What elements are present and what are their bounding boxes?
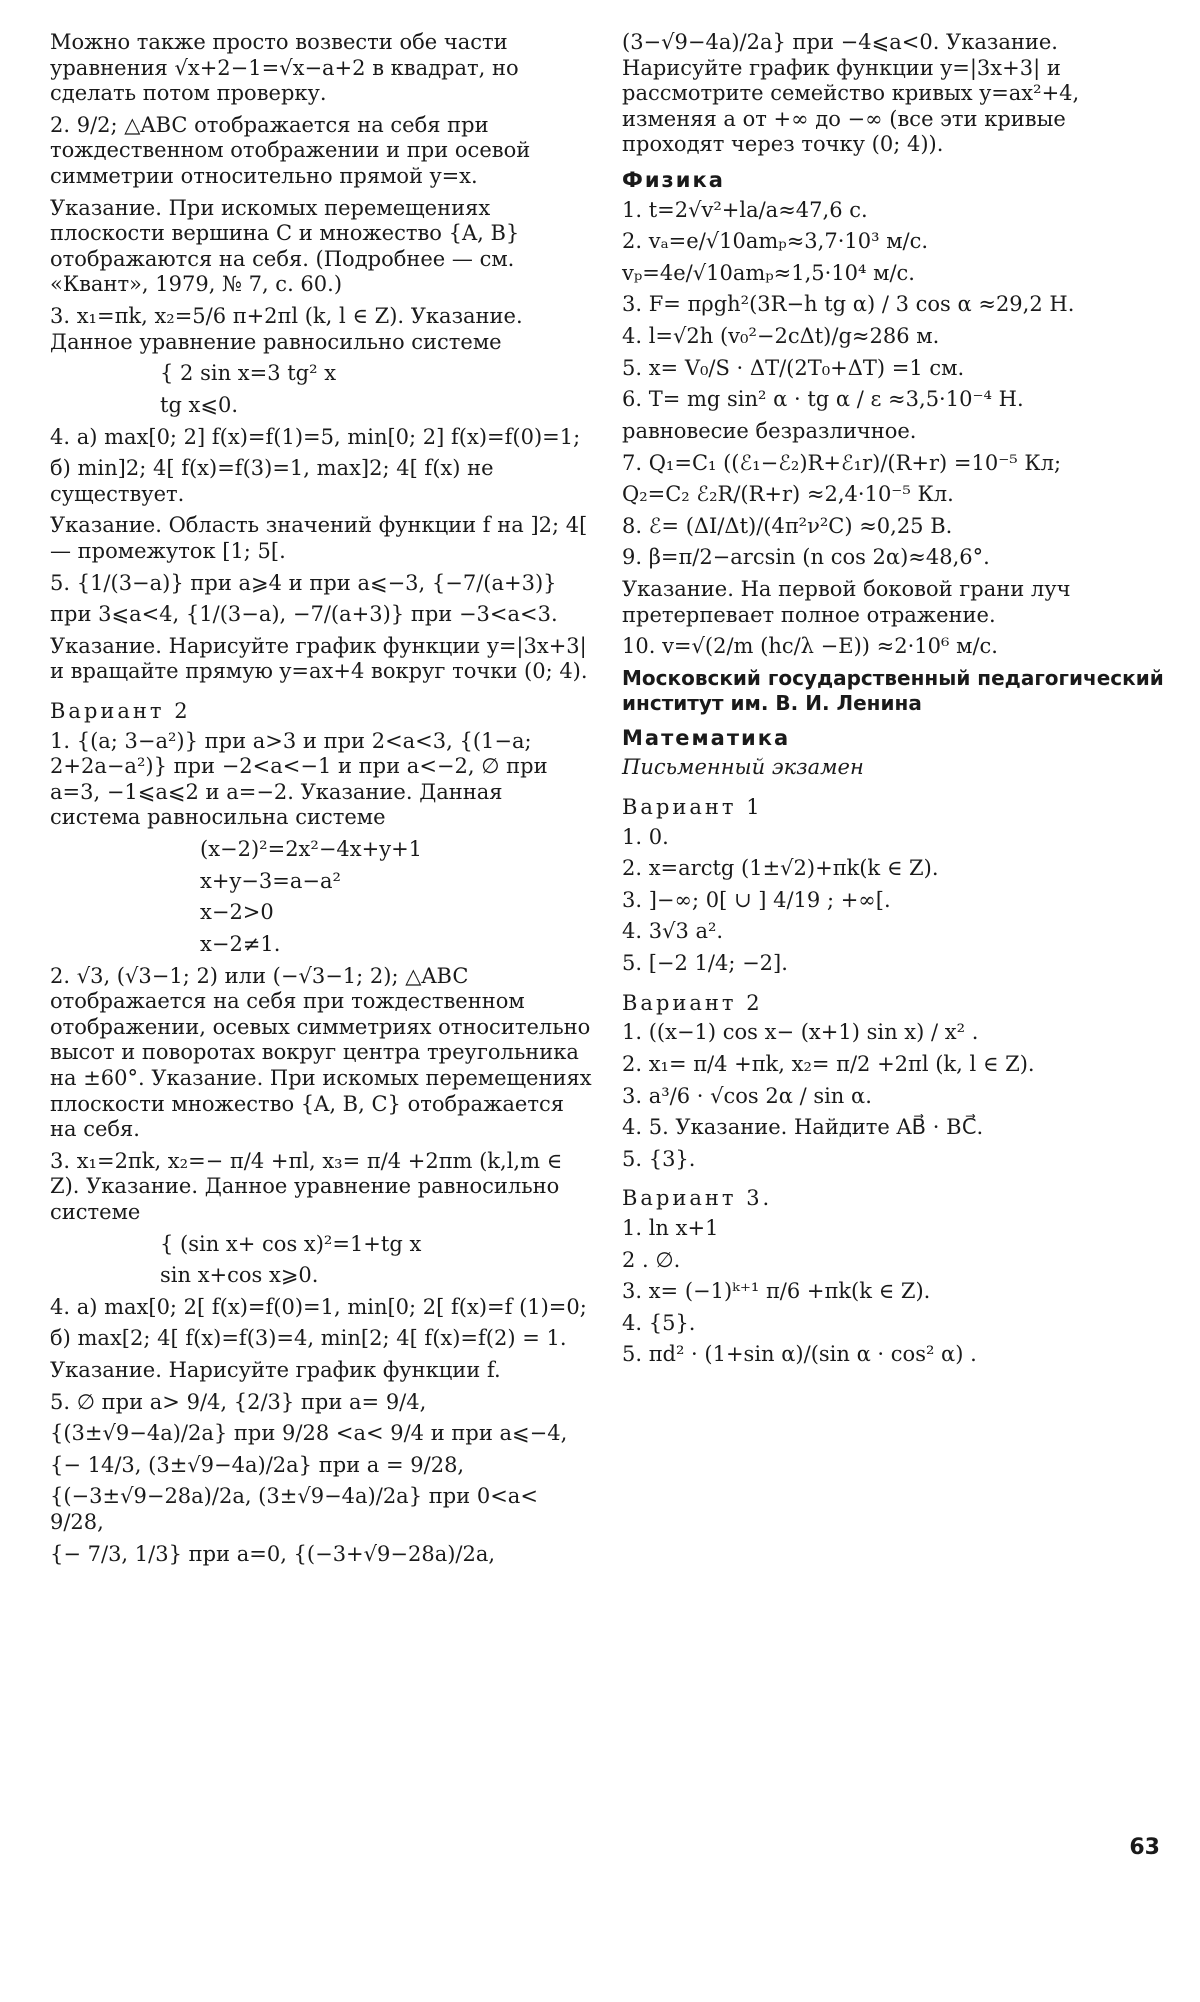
- right-line: 3. x= (−1)ᵏ⁺¹ π/6 +πk(k ∈ Z).: [622, 1279, 931, 1304]
- left-line: sin x+cos x⩾0.: [160, 1263, 319, 1288]
- right-line: 1. ln x+1: [622, 1215, 719, 1240]
- left-line: (x−2)²=2x²−4x+y+1: [200, 837, 423, 862]
- right-line: Математика: [622, 725, 791, 750]
- right-column: [622, 30, 1167, 1374]
- right-line: 5. [−2 1/4; −2].: [622, 951, 788, 976]
- right-line: 2. x₁= π/4 +πk, x₂= π/2 +2πl (k, l ∈ Z).: [622, 1051, 1035, 1076]
- page-number: 63: [1129, 1835, 1160, 1861]
- right-line: Q₂=C₂ ℰ₂R/(R+r) ≈2,4·10⁻⁵ Кл.: [622, 482, 954, 507]
- left-line: 4. а) max[0; 2[ f(x)=f(0)=1, min[0; 2[ f(x)=f (1)=0;: [50, 1294, 587, 1319]
- right-line: 4. l=√2h (v₀²−2cΔt)/g≈286 м.: [622, 324, 940, 349]
- right-line: 9. β=π/2−arcsin (n cos 2α)≈48,6°.: [622, 545, 990, 570]
- right-line: Указание. На первой боковой грани луч претерпевает полное отражение.: [622, 576, 1071, 627]
- left-line: { (sin x+ cos x)²=1+tg x: [160, 1231, 422, 1256]
- left-line: 3. x₁=πk, x₂=5/6 π+2πl (k, l ∈ Z). Указание. Данное уравнение равносильно системе: [50, 304, 523, 354]
- right-line: Физика: [622, 168, 725, 193]
- right-line: 2. x=arctg (1±√2)+πk(k ∈ Z).: [622, 856, 939, 881]
- right-line: Письменный экзамен: [622, 755, 864, 780]
- right-line: 1. 0.: [622, 824, 669, 849]
- left-line: 2. 9/2; △ABC отображается на себя при тождественном отображении и при осевой симметрии относительно прямой y=x.: [50, 112, 531, 189]
- right-line: 8. ℰ= (ΔI/Δt)/(4π²ν²C) ≈0,25 В.: [622, 513, 953, 538]
- right-line: 2. vₐ=e/√10amₚ≈3,7·10³ м/с.: [622, 229, 929, 254]
- right-line: 1. ((x−1) cos x− (x+1) sin x) / x² .: [622, 1020, 979, 1045]
- left-line: Вариант 2: [50, 699, 191, 724]
- left-line: б) min]2; 4[ f(x)=f(3)=1, max]2; 4[ f(x) не существует.: [50, 456, 494, 506]
- right-line: 5. {3}.: [622, 1146, 696, 1171]
- left-line: Указание. Нарисуйте график функции y=|3x+3| и вращайте прямую y=ax+4 вокруг точки (0; 4).: [50, 633, 588, 684]
- right-line: 5. x= V₀/S · ΔT/(2T₀+ΔT) =1 см.: [622, 355, 965, 380]
- left-line: x−2≠1.: [200, 931, 281, 956]
- right-line: Вариант 1: [622, 795, 763, 820]
- left-line: 4. а) max[0; 2] f(x)=f(1)=5, min[0; 2] f(x)=f(0)=1;: [50, 424, 581, 449]
- left-line: б) max[2; 4[ f(x)=f(3)=4, min[2; 4[ f(x)=f(2) = 1.: [50, 1326, 567, 1351]
- left-line: {(−3±√9−28a)/2a, (3±√9−4a)/2a} при 0<a< 9/28,: [50, 1484, 538, 1535]
- left-line: Указание. Область значений функции f на ]2; 4[ — промежуток [1; 5[.: [50, 513, 588, 563]
- right-line: Вариант 3.: [622, 1186, 773, 1211]
- left-line: 5. ∅ при a> 9/4, {2/3} при a= 9/4,: [50, 1389, 427, 1414]
- right-line: Вариант 2: [622, 990, 763, 1015]
- right-line: 3. ]−∞; 0[ ∪ ] 4/19 ; +∞[.: [622, 887, 891, 912]
- right-line: 4. 3√3 a².: [622, 919, 724, 944]
- left-line: при 3⩽a<4, {1/(3−a), −7/(a+3)} при −3<a<3.: [50, 602, 558, 627]
- right-line: 3. a³/6 · √cos 2α / sin α.: [622, 1083, 872, 1108]
- left-line: 5. {1/(3−a)} при a⩾4 и при a⩽−3, {−7/(a+3)}: [50, 570, 557, 595]
- left-line: tg x⩽0.: [160, 392, 239, 417]
- left-line: x+y−3=a−a²: [200, 868, 341, 893]
- left-line: x−2>0: [200, 900, 274, 925]
- left-line: Указание. Нарисуйте график функции f.: [50, 1358, 501, 1383]
- left-line: 2. √3, (√3−1; 2) или (−√3−1; 2); △ABC отображается на себя при тождественном отображении, осевых симметриях относительно высот и поворотах вокруг центра треугольника на ±60°. Указание. При искомых перемещениях плоскости множество {A, B, C} отображается на себя.: [50, 963, 592, 1142]
- right-line: 6. T= mg sin² α · tg α / ε ≈3,5·10⁻⁴ Н.: [622, 387, 1024, 412]
- left-line: 1. {(a; 3−a²)} при a>3 и при 2<a<3, {(1−a; 2+2a−a²)} при −2<a<−1 и при a<−2, ∅ при a=3, −1⩽a⩽2 и a=−2. Указание. Данная система равносильна системе: [50, 728, 548, 830]
- right-line: 3. F= πρgh²(3R−h tg α) / 3 cos α ≈29,2 Н.: [622, 292, 1075, 317]
- left-line: Можно также просто возвести обе части уравнения √x+2−1=√x−a+2 в квадрат, но сделать потом проверку.: [50, 30, 519, 106]
- right-line: 1. t=2√v²+la/a≈47,6 с.: [622, 197, 868, 222]
- right-line: Московский государственный педагогический институт им. В. И. Ленина: [622, 665, 1164, 715]
- right-line: 5. πd² · (1+sin α)/(sin α · cos² α) .: [622, 1342, 977, 1367]
- right-line: vₚ=4e/√10amₚ≈1,5·10⁴ м/с.: [622, 260, 915, 285]
- right-line: 10. v=√(2/m (hc/λ −E)) ≈2·10⁶ м/с.: [622, 634, 998, 659]
- right-line: равновесие безразличное.: [622, 418, 917, 443]
- right-line: 7. Q₁=C₁ ((ℰ₁−ℰ₂)R+ℰ₁r)/(R+r) =10⁻⁵ Кл;: [622, 450, 1062, 475]
- right-line: 2 . ∅.: [622, 1247, 681, 1272]
- left-line: {− 14/3, (3±√9−4a)/2a} при a = 9/28,: [50, 1452, 465, 1477]
- right-line: 4. {5}.: [622, 1310, 696, 1335]
- right-line: 4. 5. Указание. Найдите AB⃗ · BC⃗.: [622, 1115, 984, 1140]
- left-line: { 2 sin x=3 tg² x: [160, 361, 337, 386]
- left-line: {(3±√9−4a)/2a} при 9/28 <a< 9/4 и при a⩽−4,: [50, 1421, 568, 1446]
- right-line: (3−√9−4a)/2a} при −4⩽a<0. Указание. Нарисуйте график функции y=|3x+3| и рассмотрите семейство кривых y=ax²+4, изменяя a от +∞ до −∞ (все эти кривые проходят через точку (0; 4)).: [622, 30, 1080, 157]
- left-column: [50, 30, 595, 1573]
- left-line: {− 7/3, 1/3} при a=0, {(−3+√9−28a)/2a,: [50, 1541, 496, 1566]
- left-line: 3. x₁=2πk, x₂=− π/4 +πl, x₃= π/4 +2πm (k,l,m ∈ Z). Указание. Данное уравнение равносильно системе: [50, 1148, 563, 1224]
- left-line: Указание. При искомых перемещениях плоскости вершина C и множество {A, B} отображаются на себя. (Подробнее — см. «Квант», 1979, № 7, с. 60.): [50, 195, 520, 297]
